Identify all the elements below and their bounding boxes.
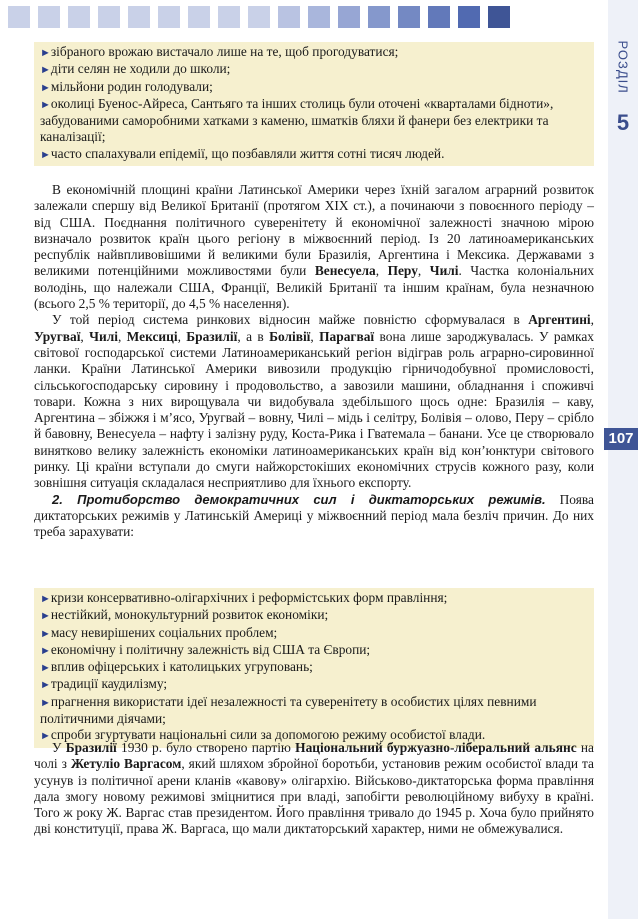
decorative-square [338, 6, 360, 28]
decorative-square [128, 6, 150, 28]
paragraph-dictatorships: 2. Протиборство демократичних сил і диктаторських режимів. Поява диктаторських режимів у Латинській Америці у міжвоєнний період мала безліч причин. До них треба зарахувати: [34, 491, 594, 540]
arrow-bullet-icon: ► [40, 627, 51, 640]
section-label: РОЗДІЛ [615, 40, 631, 94]
decorative-square [158, 6, 180, 28]
list-item: ►масу невирішених соціальних проблем; [40, 624, 278, 640]
decorative-square [8, 6, 30, 28]
decorative-square [218, 6, 240, 28]
paragraph-market-relations: У той період система ринкових відносин майже повністю сформувалася в Аргентині, Уругваї, Чилі, Мексиці, Бразилії, а в Болівії, Парагваї вона лише зароджувалась. У рамках світової господарської системи Латиноамериканський регіон відіграв роль аграрно-сировинної ланки. Країни Латинської Америки вивозили продукцію гірничодобувної промисловості, сільськогосподарську сировину і продовольство, а завозили машини, обладнання і споживчі товари. Кожна з них вирощувала чи видобувала здебільшого щось одне: Бразилія – каву, Аргентина – збіжжя і м’ясо, Уругвай – вовну, Чилі – мідь і селітру, Болівія – олово, Перу – срібло й бавовну, Венесуела – нафту і залізну руду, Коста-Рика і Гватемала – банани. Усе це створювало винятково велику залежність економіки латиноамериканських країн від кон’юнктури світового ринку. Ці країни вступали до смуги найжорстокіших економічних струсів кожного разу, коли зовнішня ситуація складалася несприятливо для їхнього експорту. [34, 312, 594, 491]
list-item: ►прагнення використати ідеї незалежності та суверенітету в особистих цілях певними політичними діячами; [40, 693, 537, 727]
list-item: ►традиції каудилізму; [40, 676, 168, 692]
arrow-bullet-icon: ► [40, 593, 51, 605]
arrow-bullet-icon: ► [40, 644, 51, 657]
arrow-bullet-icon: ► [40, 696, 51, 709]
paragraph-economy: В економічній площині країни Латинської Америки через їхній загалом аграрний розвиток залежали спершу від Великої Британії (протягом XIX ст.), а починаючи з повоєнного періоду – від США. Поєднання політичного суверенітету й економічної залежності значною мірою визначало розвиток країн цього регіону в міжвоєнний період. Із 20 латиноамериканських республік найвпливовішими й великими були Бразилія, Аргентина і Мексика. Державами з великими потенційними можливостями були Венесуела, Перу, Чилі. Частка колоніальних володінь, що належали США, Франції, Великій Британії та іншим країнам, була незначною (всього 2,5 % території, до 4,5 % населення). [34, 182, 595, 312]
reasons-box [34, 588, 594, 748]
decorative-square [308, 6, 330, 28]
list-item: ►зібраного врожаю вистачало лише на те, щоб прогодуватися; [40, 44, 399, 59]
decorative-square [398, 6, 420, 28]
decorative-square [248, 6, 270, 28]
decorative-square [98, 6, 120, 28]
list-item: ►економічну і політичну залежність від США та Європи; [40, 641, 371, 657]
decorative-square [68, 6, 90, 28]
section-heading: 2. Протиборство демократичних сил і диктаторських режимів. [52, 491, 546, 507]
list-item: ►часто спалахували епідемії, що позбавляли життя сотні тисяч людей. [40, 145, 445, 161]
arrow-bullet-icon: ► [40, 47, 51, 59]
arrow-bullet-icon: ► [40, 98, 51, 111]
decorative-square [488, 6, 510, 28]
list-item: ►діти селян не ходили до школи; [40, 61, 231, 77]
decorative-square [458, 6, 480, 28]
arrow-bullet-icon: ► [40, 679, 51, 692]
list-item: ►вплив офіцерських і католицьких угруповань; [40, 659, 313, 675]
list-item: ►околиці Буенос-Айреса, Сантьяго та інших столиць були оточені «кварталами бідноти», забудованими саморобними хатками з каменю, шматків бляхи й фанери без електрики та каналізації; [40, 95, 554, 145]
list-item: ►нестійкий, монокультурний розвиток економіки; [40, 607, 329, 623]
decorative-square [38, 6, 60, 28]
decorative-square [368, 6, 390, 28]
main-text-2 [34, 740, 594, 838]
decorative-squares [0, 6, 600, 28]
list-item: ►спроби згуртувати національні сили за допомогою режиму особистої влади. [40, 727, 486, 743]
arrow-bullet-icon: ► [40, 148, 51, 161]
arrow-bullet-icon: ► [40, 610, 51, 623]
list-item: ►мільйони родин голодували; [40, 78, 213, 94]
decorative-square [278, 6, 300, 28]
list-item: ►кризи консервативно-олігархічних і реформістських форм правління; [40, 590, 448, 605]
decorative-square [188, 6, 210, 28]
decorative-square [428, 6, 450, 28]
arrow-bullet-icon: ► [40, 730, 51, 743]
section-tab [610, 40, 636, 140]
section-number: 5 [616, 110, 630, 135]
main-text-1 [34, 182, 594, 541]
consequences-box [34, 42, 594, 166]
arrow-bullet-icon: ► [40, 81, 51, 94]
paragraph-brazil: У Бразилії 1930 р. було створено партію Національний буржуазно-ліберальний альянс на чолі з Жетуліо Варгасом, який шляхом збройної боротьби, установив режим особистої влади та усунув із політичної арени кланів «кавову» олігархію. Військово-диктаторська форма правління дала змогу новому режимові зміцнитися при владі, запобігти революційному вибуху в країні. Того ж року Ж. Варгас став президентом. Його правління тривало до 1945 р. Хоча було прийнято дві конституції, права Ж. Варгаса, що мали диктаторський характер, ними не обмежувалися. [34, 740, 594, 837]
arrow-bullet-icon: ► [40, 64, 51, 77]
page-number: 107 [604, 428, 638, 450]
arrow-bullet-icon: ► [40, 662, 51, 675]
